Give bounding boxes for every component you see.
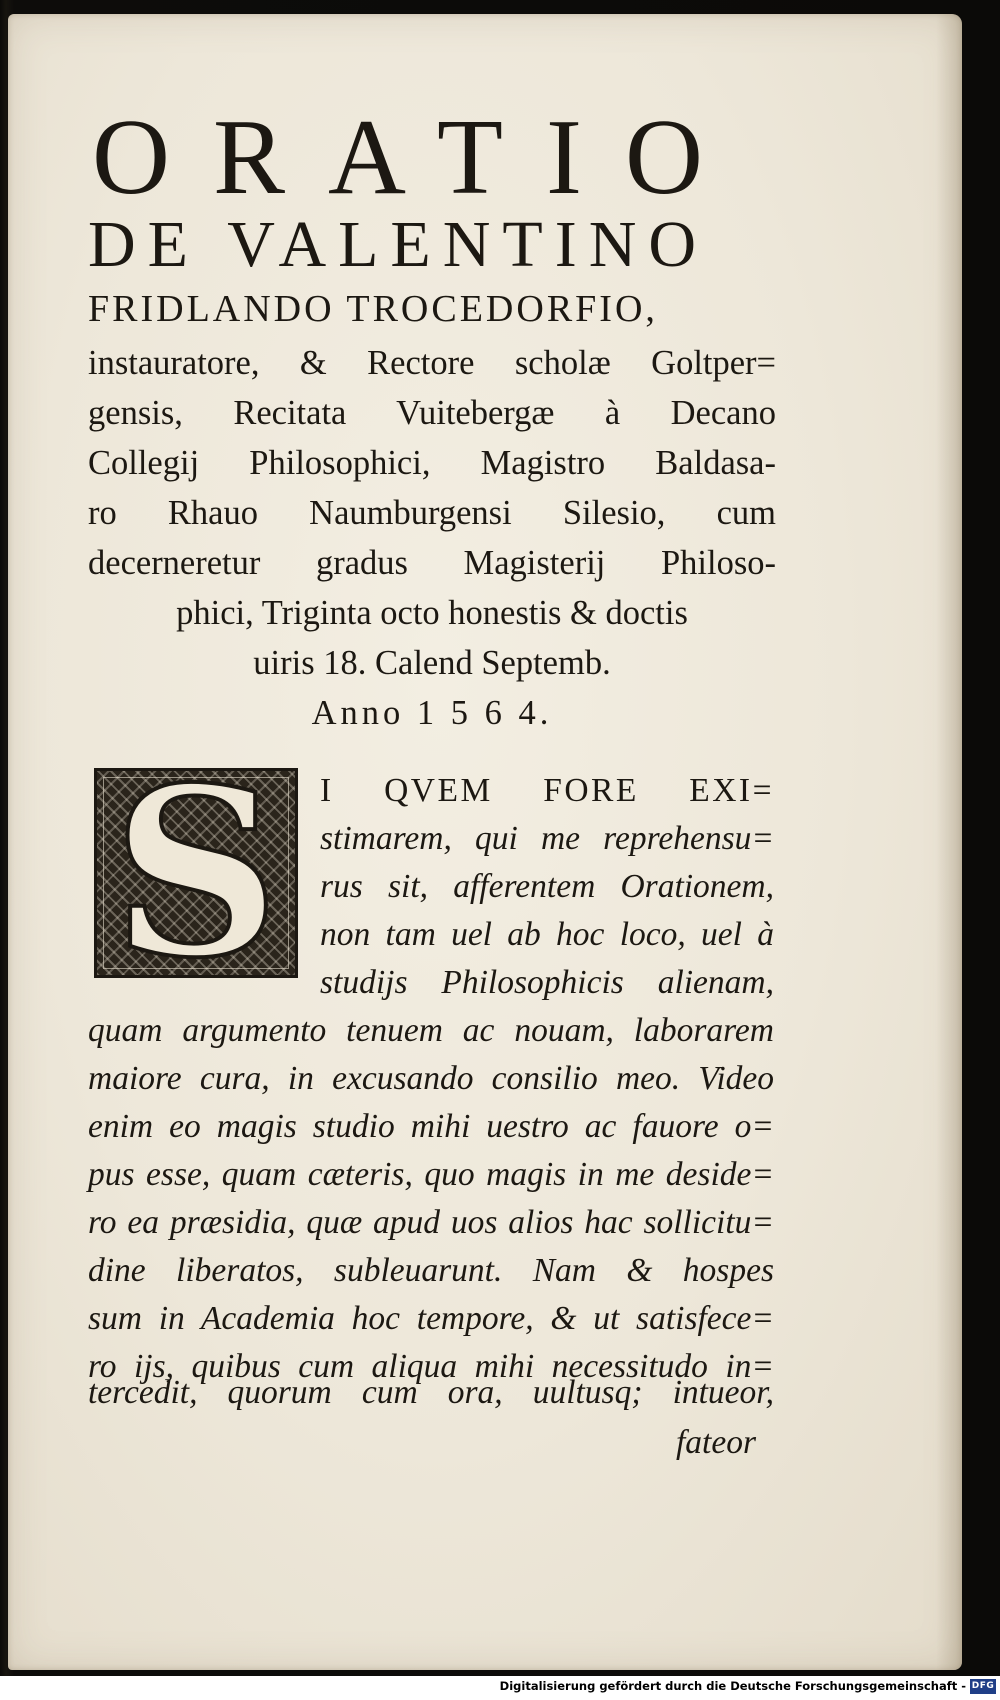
subtitle-line: instauratore, & Rectore scholæ Goltper= bbox=[88, 344, 776, 382]
body-line: pus esse, quam cæteris, quo magis in me deside= bbox=[88, 1156, 774, 1193]
year-line: Anno 1 5 6 4. bbox=[311, 694, 553, 732]
body-line: I QVEM FORE EXI= bbox=[320, 772, 774, 809]
body-line: tercedit, quorum cum ora, uultusq; intueor, bbox=[88, 1374, 774, 1411]
title-fridlando: FRIDLANDO TROCEDORFIO, bbox=[88, 288, 658, 330]
body-line: non tam uel ab hoc loco, uel à bbox=[320, 916, 774, 953]
title-oratio: ORATIO bbox=[92, 98, 746, 217]
decorated-initial bbox=[94, 768, 298, 978]
body-line: dine liberatos, subleuarunt. Nam & hospes bbox=[88, 1252, 774, 1289]
dfg-logo-icon: DFG bbox=[970, 1679, 996, 1694]
body-line: ro ijs, quibus cum aliqua mihi necessitudo in= bbox=[88, 1348, 774, 1385]
digitization-footer bbox=[0, 1676, 1000, 1700]
body-line: studijs Philosophicis alienam, bbox=[320, 964, 774, 1001]
subtitle-line: phici, Triginta octo honestis & doctis bbox=[176, 594, 688, 632]
funding-credit: Digitalisierung gefördert durch die Deutsche Forschungsgemeinschaft - bbox=[499, 1679, 966, 1693]
body-line: sum in Academia hoc tempore, & ut satisfece= bbox=[88, 1300, 774, 1337]
subtitle-line: gensis, Recitata Vuitebergæ à Decano bbox=[88, 394, 776, 432]
body-line: ro ea præsidia, quæ apud uos alios hac sollicitu= bbox=[88, 1204, 774, 1241]
subtitle-line: uiris 18. Calend Septemb. bbox=[253, 644, 611, 682]
body-line: enim eo magis studio mihi uestro ac fauore o= bbox=[88, 1108, 774, 1145]
subtitle-line: Collegij Philosophici, Magistro Baldasa- bbox=[88, 444, 776, 482]
catchword: fateor bbox=[676, 1424, 757, 1461]
subtitle-line: decerneretur gradus Magisterij Philoso- bbox=[88, 544, 776, 582]
body-line: rus sit, afferentem Orationem, bbox=[320, 868, 774, 905]
initial-letter: S bbox=[112, 768, 280, 978]
title-de-valentino: DE VALENTINO bbox=[88, 208, 709, 281]
subtitle-line: ro Rhauo Naumburgensi Silesio, cum bbox=[88, 494, 776, 532]
body-line: stimarem, qui me reprehensu= bbox=[320, 820, 774, 857]
body-line: quam argumento tenuem ac nouam, laborarem bbox=[88, 1012, 774, 1049]
book-page bbox=[8, 14, 962, 1670]
body-line: maiore cura, in excusando consilio meo. Video bbox=[88, 1060, 774, 1097]
